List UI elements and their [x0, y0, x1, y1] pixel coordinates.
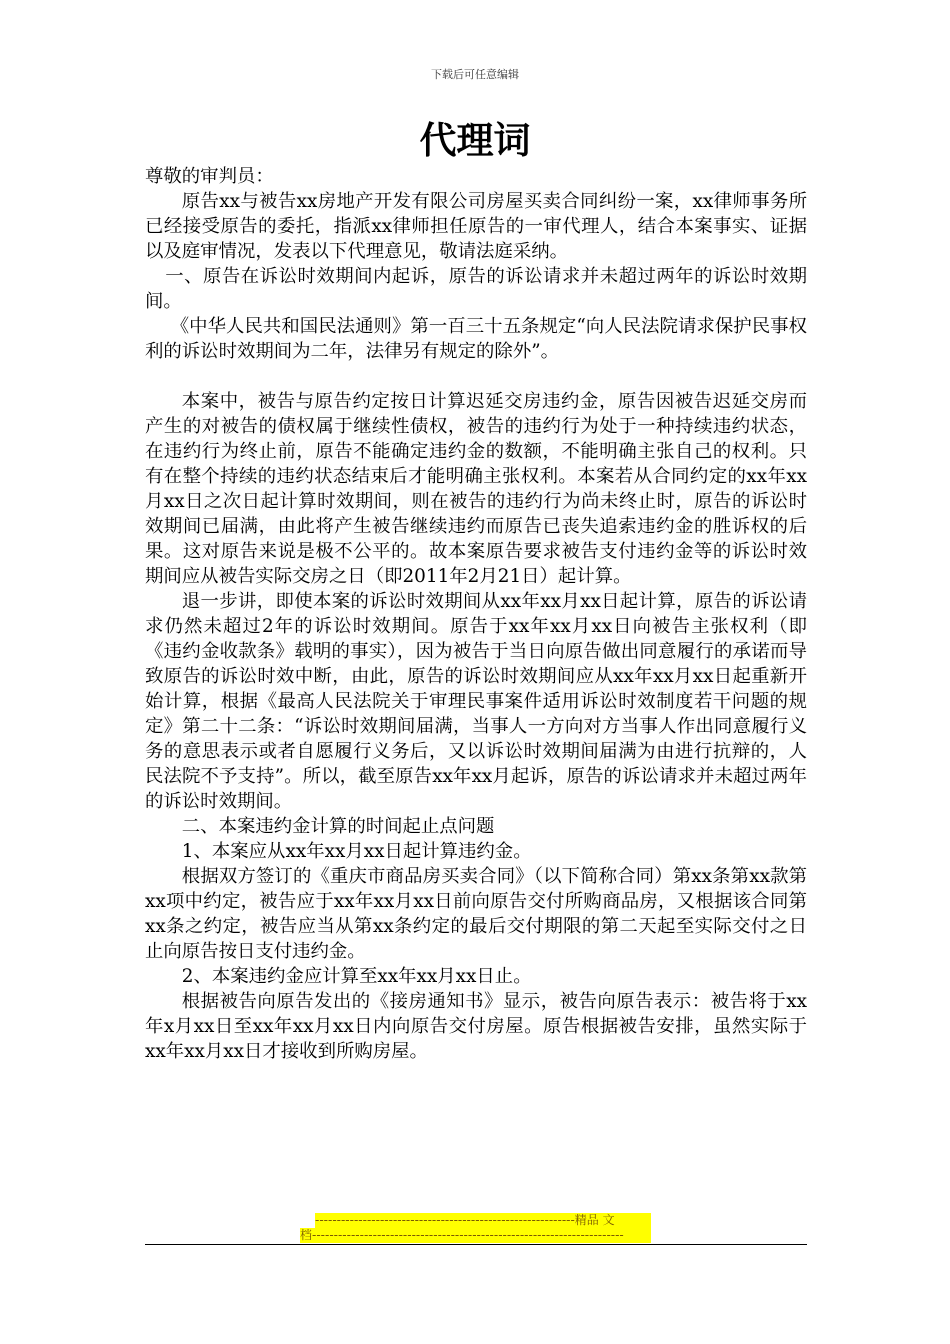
law-citation-paragraph: 《中华人民共和国民法通则》第一百三十五条规定“向人民法院请求保护民事权利的诉讼时效期间为二年，法律另有规定的除外”。	[145, 316, 807, 362]
subheading-1: 1、本案应从xx年xx月xx日起计算违约金。	[181, 841, 532, 862]
footer-watermark-line-1: ------------------------------------------------------------精品 文	[315, 1213, 651, 1228]
salutation: 尊敬的审判员：	[145, 166, 274, 187]
header-note: 下载后可任意编辑	[431, 68, 519, 81]
footer-watermark-line-2: 档------------------------------------------------------------------------	[300, 1228, 651, 1243]
intro-paragraph: 原告xx与被告xx房地产开发有限公司房屋买卖合同纠纷一案，xx律师事务所已经接受原告的委托，指派xx律师担任原告的一审代理人，结合本案事实、证据以及庭审情况，发表以下代理意见，敬请法庭采纳。	[145, 191, 807, 262]
blank-line	[145, 364, 807, 389]
subheading-2: 2、本案违约金应计算至xx年xx月xx日止。	[181, 966, 532, 987]
analysis-paragraph: 本案中，被告与原告约定按日计算迟延交房违约金，原告因被告迟延交房而产生的对被告的债权属于继续性债权，被告的违约行为处于一种持续违约状态，在违约行为终止前，原告不能确定违约金的数额，不能明确主张自己的权利。只有在整个持续的违约状态结束后才能明确主张权利。本案若从合同约定的xx年xx月xx日之次日起计算时效期间，则在被告的违约行为尚未终止时，原告的诉讼时效期间已届满，由此将产生被告继续违约而原告已丧失追索违约金的胜诉权的后果。这对原告来说是极不公平的。故本案原告要求被告支付违约金等的诉讼时效期间应从被告实际交房之日（即2011年2月21日）起计算。	[145, 391, 807, 587]
section-heading-1: 一、原告在诉讼时效期间内起诉，原告的诉讼请求并未超过两年的诉讼时效期间。	[145, 266, 807, 312]
alternative-argument-paragraph: 退一步讲，即使本案的诉讼时效期间从xx年xx月xx日起计算，原告的诉讼请求仍然未超过2年的诉讼时效期间。原告于xx年xx月xx日向被告主张权利（即《违约金收款条》载明的事实），因为被告于当日向原告做出同意履行的承诺而导致原告的诉讼时效中断，由此，原告的诉讼时效期间应从xx年xx月xx日起重新开始计算，根据《最高人民法院关于审理民事案件适用诉讼时效制度若干问题的规定》第二十二条：“诉讼时效期间届满，当事人一方向对方当事人作出同意履行义务的意思表示或者自愿履行义务后，又以诉讼时效期间届满为由进行抗辩的，人民法院不予支持”。所以，截至原告xx年xx月起诉，原告的诉讼请求并未超过两年的诉讼时效期间。	[145, 591, 807, 812]
document-body	[145, 164, 807, 1064]
notice-paragraph: 根据被告向原告发出的《接房通知书》显示，被告向原告表示：被告将于xx年x月xx日至xx年xx月xx日内向原告交付房屋。原告根据被告安排，虽然实际于xx年xx月xx日才接收到所购房屋。	[145, 991, 807, 1062]
contract-terms-paragraph: 根据双方签订的《重庆市商品房买卖合同》（以下简称合同）第xx条第xx款第xx项中约定，被告应于xx年xx月xx日前向原告交付所购商品房，又根据该合同第xx条之约定，被告应当从第xx条约定的最后交付期限的第二天起至实际交付之日止向原告按日支付违约金。	[145, 866, 807, 962]
footer-divider	[145, 1244, 807, 1245]
section-heading-2: 二、本案违约金计算的时间起止点问题	[181, 816, 495, 837]
document-title: 代理词	[419, 119, 531, 162]
